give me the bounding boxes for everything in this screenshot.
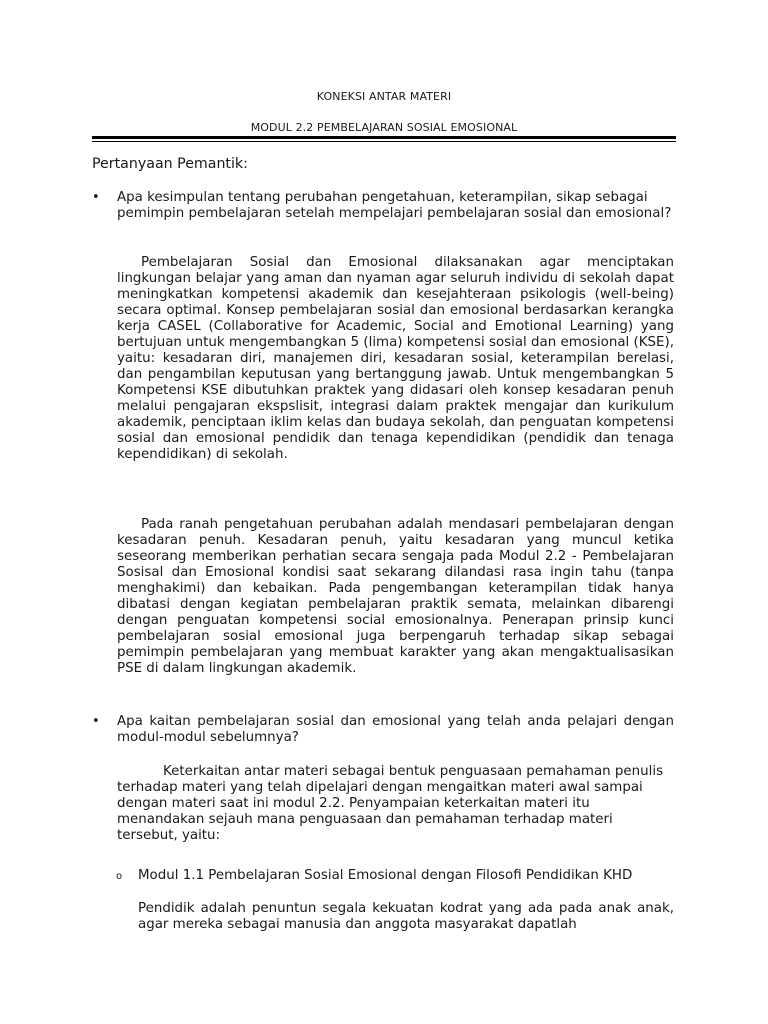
- sub-item-1-body: Pendidik adalah penuntun segala kekuatan kodrat yang ada pada anak anak, agar mereka sebagai manusia dan anggota masyarakat dapatlah: [138, 901, 674, 932]
- answer-1-paragraph-2: Pada ranah pengetahuan perubahan adalah mendasari pembelajaran dengan kesadaran penuh. Kesadaran penuh, yaitu kesadaran yang muncul ketika seseorang memberikan perhatian secara sengaja pada Modul 2.2 - Pembelajaran Sosisal dan Emosional kondisi saat sekarang dilandasi rasa ingin tahu (tanpa menghakimi) dan kebaikan. Pada pengembangan keterampilan tidak hanya dibatasi dengan kegiatan pembelajaran praktik semata, melainkan dibarengi dengan penguatan kompetensi social emosionalnya. Penerapan prinsip kunci pembelajaran sosial emosional juga berpengaruh terhadap sikap sebagai pemimpin pembelajaran yang membuat karakter yang akan mengaktualisasikan PSE di dalam lingkungan akademik.: [117, 517, 674, 676]
- sub-item-1-title: Modul 1.1 Pembelajaran Sosial Emosional dengan Filosofi Pendidikan KHD: [138, 868, 633, 883]
- document-title: KONEKSI ANTAR MATERI: [316, 90, 452, 103]
- sub-bullet-marker: o: [116, 871, 123, 882]
- bullet-marker: •: [92, 190, 100, 205]
- title-rule-thick: [92, 136, 676, 139]
- answer-2-intro: Keterkaitan antar materi sebagai bentuk penguasaan pemahaman penulis terhadap materi yang telah dipelajari dengan mengaitkan materi awal sampai dengan materi saat ini modul 2.2. Penyampaian keterkaitan materi itu menandakan sejauh mana penguasaan dan pemahaman terhadap materi tersebut, yaitu:: [117, 764, 664, 843]
- question-2: Apa kaitan pembelajaran sosial dan emosional yang telah anda pelajari dengan modul-modul sebelumnya?: [117, 714, 674, 745]
- title-rule-thin: [92, 141, 676, 142]
- answer-1-paragraph-1: Pembelajaran Sosial dan Emosional dilaksanakan agar menciptakan lingkungan belajar yang aman dan nyaman agar seluruh individu di sekolah dapat meningkatkan kompetensi akademik dan kesejahteraan psikologis (well-being) secara optimal. Konsep pembelajaran sosial dan emosional berdasarkan kerangka kerja CASEL (Collaborative for Academic, Social and Emotional Learning) yang bertujuan untuk mengembangkan 5 (lima) kompetensi sosial dan emosional (KSE), yaitu: kesadaran diri, manajemen diri, kesadaran sosial, keterampilan berelasi, dan pengambilan keputusan yang bertanggung jawab. Untuk mengembangkan 5 Kompetensi KSE dibutuhkan praktek yang didasari oleh konsep kesadaran penuh melalui pengajaran ekspslisit, integrasi dalam praktek mengajar dan kurikulum akademik, penciptaan iklim kelas dan budaya sekolah, dan penguatan kompetensi sosial dan emosional pendidik dan tenaga kependidikan (pendidik dan tenaga kependidikan) di sekolah.: [117, 255, 674, 462]
- section-heading: Pertanyaan Pemantik:: [92, 156, 248, 172]
- document-subtitle: MODUL 2.2 PEMBELAJARAN SOSIAL EMOSIONAL: [250, 121, 518, 134]
- bullet-marker: •: [92, 714, 100, 729]
- question-1: Apa kesimpulan tentang perubahan pengetahuan, keterampilan, sikap sebagai pemimpin pembelajaran setelah mempelajari pembelajaran sosial dan emosional?: [117, 190, 672, 221]
